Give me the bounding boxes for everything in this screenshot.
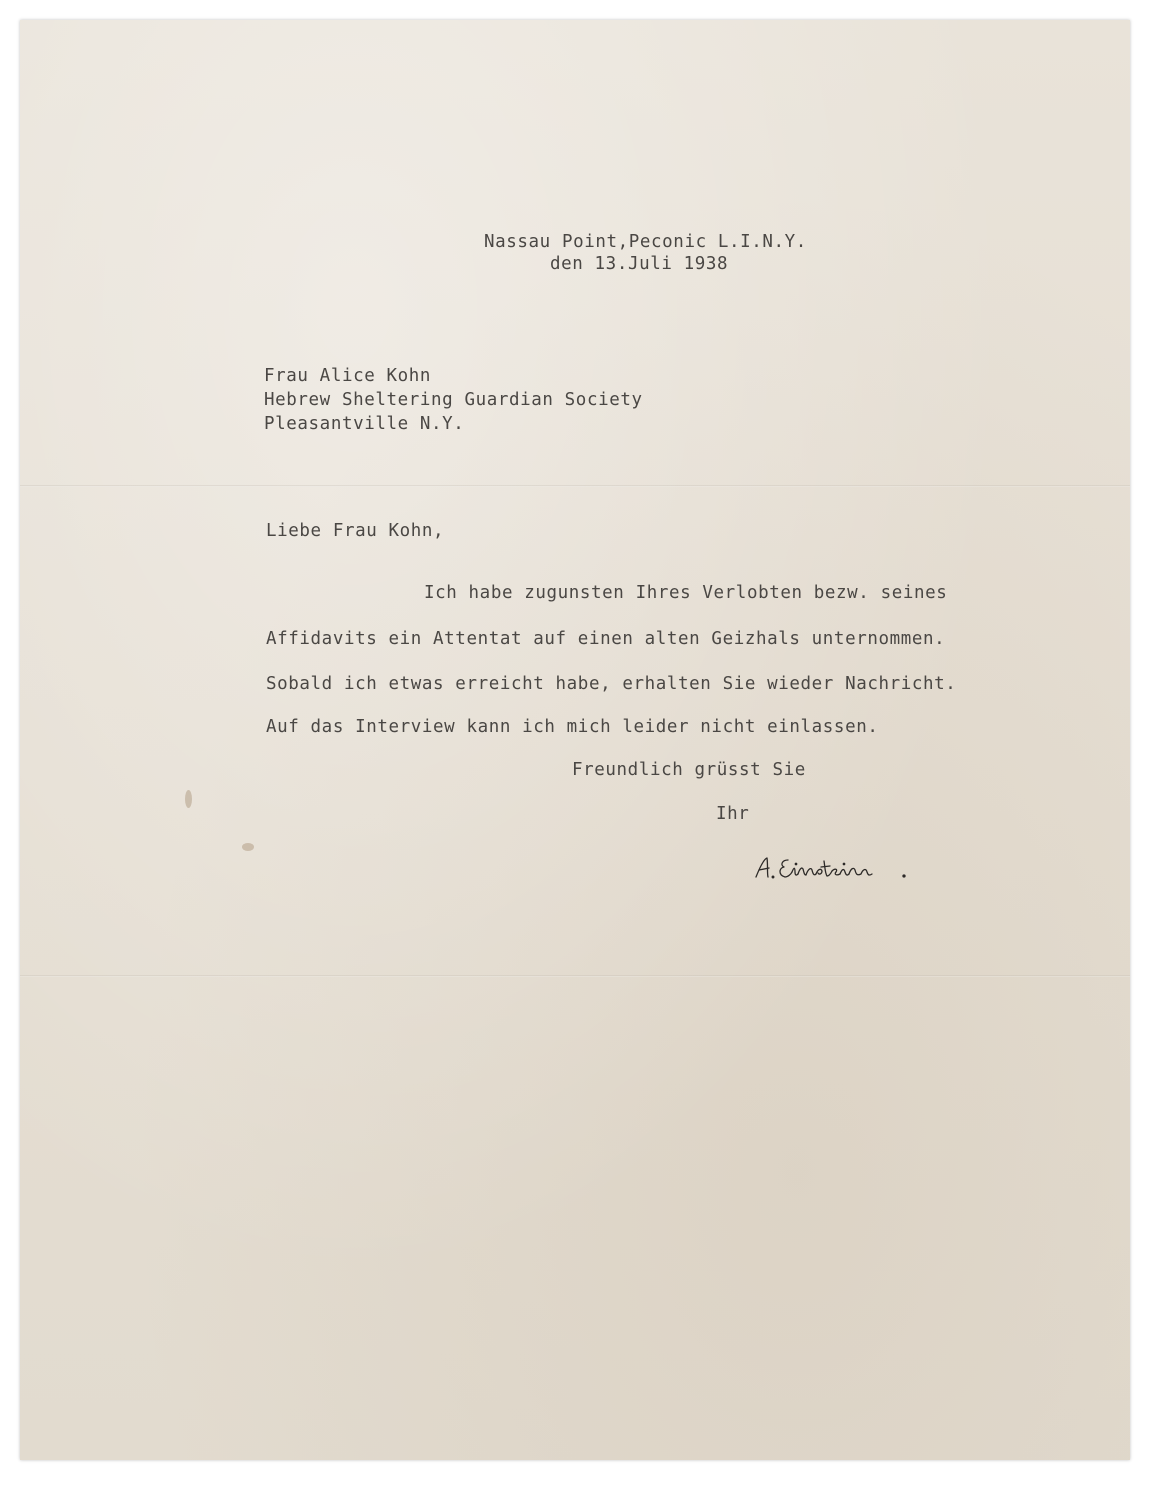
- stain-spot: [185, 790, 192, 808]
- recipient-city: Pleasantville N.Y.: [264, 414, 465, 434]
- recipient-name: Frau Alice Kohn: [264, 366, 432, 386]
- body-line: Affidavits ein Attentat auf einen alten Geizhals unternommen.: [266, 629, 946, 649]
- closing-greeting: Freundlich grüsst Sie: [572, 760, 806, 780]
- letter-sheet: [20, 20, 1130, 1460]
- body-line: Auf das Interview kann ich mich leider nicht einlassen.: [266, 717, 879, 737]
- recipient-organization: Hebrew Sheltering Guardian Society: [264, 390, 643, 410]
- stain-spot: [242, 843, 254, 851]
- fold-line-upper: [20, 485, 1130, 487]
- closing-ihr: Ihr: [716, 804, 750, 824]
- letter-place: Nassau Point,Peconic L.I.N.Y.: [484, 232, 807, 252]
- body-line: Sobald ich etwas erreicht habe, erhalten Sie wieder Nachricht.: [266, 674, 957, 694]
- salutation: Liebe Frau Kohn,: [266, 521, 445, 541]
- handwritten-signature: [752, 855, 922, 885]
- letter-date: den 13.Juli 1938: [550, 254, 729, 274]
- fold-line-lower: [20, 975, 1130, 977]
- body-line: Ich habe zugunsten Ihres Verlobten bezw. seines: [424, 583, 948, 603]
